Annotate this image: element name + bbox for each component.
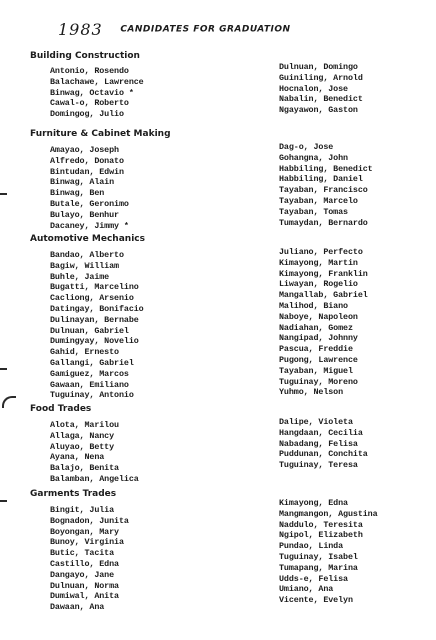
list-item: Boyongan, Mary bbox=[50, 526, 119, 537]
list-item: Ngayawon, Gaston bbox=[279, 105, 358, 116]
list-item: Alota, Marilou bbox=[50, 420, 119, 430]
automotive-right-list bbox=[279, 247, 368, 398]
section-heading-furniture-cabinet-making: Furniture & Cabinet Making bbox=[30, 129, 171, 139]
list-item: Butale, Geronimo bbox=[50, 198, 129, 209]
list-item: Naddulo, Teresita bbox=[279, 519, 363, 530]
list-item: Datingay, Bonifacio bbox=[50, 303, 144, 314]
list-item: Gohangna, John bbox=[279, 152, 348, 163]
garments-right-list bbox=[279, 498, 378, 606]
list-item: Tumaydan, Bernardo bbox=[279, 217, 368, 228]
section-heading-automotive-mechanics: Automotive Mechanics bbox=[30, 234, 145, 244]
list-item: Naboye, Napoleon bbox=[279, 311, 358, 322]
list-item: Yuhmo, Nelson bbox=[279, 387, 344, 398]
list-item: Dacaney, Jimmy * bbox=[50, 220, 129, 231]
list-item: Malihod, Biano bbox=[279, 300, 348, 311]
list-item: Dulnuan, Domingo bbox=[279, 62, 358, 72]
year-handwritten: 1983 bbox=[58, 20, 103, 39]
list-item: Dumingyay, Novelio bbox=[50, 336, 139, 347]
list-item: Juliano, Perfecto bbox=[279, 247, 363, 257]
list-item: Tumapang, Marina bbox=[279, 562, 358, 573]
list-item: Bandao, Alberto bbox=[50, 250, 124, 260]
list-item: Bingit, Julia bbox=[50, 505, 115, 515]
scan-mark bbox=[0, 368, 7, 370]
list-item: Tuguinay, Antonio bbox=[50, 390, 134, 401]
list-item: Dag-o, Jose bbox=[279, 142, 334, 152]
automotive-left-list bbox=[50, 250, 144, 401]
list-item: Cacliong, Arsenio bbox=[50, 293, 134, 304]
scan-mark bbox=[2, 396, 16, 408]
food-trades-left-list bbox=[50, 420, 139, 485]
list-item: Buhle, Jaime bbox=[50, 271, 110, 282]
list-item: Ayana, Nena bbox=[50, 452, 105, 463]
list-item: Dalipe, Violeta bbox=[279, 417, 353, 427]
list-item: Nabalin, Benedict bbox=[279, 94, 363, 105]
list-item: Mangallab, Gabriel bbox=[279, 290, 368, 301]
list-item: Mangmangon, Agustina bbox=[279, 508, 378, 519]
list-item: Tuguinay, Moreno bbox=[279, 376, 358, 387]
list-item: Balamban, Angelica bbox=[50, 473, 139, 484]
list-item: Udds-e, Felisa bbox=[279, 573, 348, 584]
section-heading-food-trades: Food Trades bbox=[30, 404, 92, 414]
list-item: Cawal-o, Roberto bbox=[50, 98, 129, 109]
list-item: Puddunan, Conchita bbox=[279, 449, 368, 460]
list-item: Castillo, Edna bbox=[50, 558, 119, 569]
list-item: Kimayong, Edna bbox=[279, 498, 348, 508]
list-item: Domingog, Julio bbox=[50, 109, 124, 120]
list-item: Dangayo, Jane bbox=[50, 569, 115, 580]
list-item: Nangipad, Johnny bbox=[279, 333, 358, 344]
furniture-left-list bbox=[50, 145, 129, 231]
list-item: Tayaban, Tomas bbox=[279, 206, 348, 217]
list-item: Bagiw, William bbox=[50, 260, 119, 271]
list-item: Umiano, Ana bbox=[279, 584, 334, 595]
list-item: Gawaan, Emiliano bbox=[50, 379, 129, 390]
list-item: Tuguinay, Isabel bbox=[279, 551, 358, 562]
section-heading-garments-trades: Garments Trades bbox=[30, 489, 117, 499]
food-trades-right-list bbox=[279, 417, 368, 471]
list-item: Binwag, Octavio * bbox=[50, 87, 134, 98]
list-item: Vicente, Evelyn bbox=[279, 595, 353, 606]
list-item: Gahid, Ernesto bbox=[50, 347, 119, 358]
list-item: Pundao, Linda bbox=[279, 541, 344, 552]
list-item: Tayaban, Francisco bbox=[279, 185, 368, 196]
list-item: Dulnuan, Norma bbox=[50, 580, 119, 591]
list-item: Butic, Tacita bbox=[50, 548, 115, 559]
scan-mark bbox=[0, 500, 7, 502]
list-item: Balachawe, Lawrence bbox=[50, 76, 144, 87]
list-item: Guiniling, Arnold bbox=[279, 72, 363, 83]
list-item: Kimayong, Martin bbox=[279, 257, 358, 268]
building-construction-right-list bbox=[279, 62, 363, 116]
list-item: Bugatti, Marcelino bbox=[50, 282, 139, 293]
list-item: Binwag, Alain bbox=[50, 177, 115, 188]
list-item: Antonio, Rosendo bbox=[50, 66, 129, 76]
list-item: Nabadang, Felisa bbox=[279, 438, 358, 449]
list-item: Liwayan, Rogelio bbox=[279, 279, 358, 290]
list-item: Aluyao, Betty bbox=[50, 441, 115, 452]
list-item: Amayao, Joseph bbox=[50, 145, 119, 155]
page-title: CANDIDATES FOR GRADUATION bbox=[120, 24, 291, 35]
building-construction-left-list bbox=[50, 66, 144, 120]
list-item: Dawaan, Ana bbox=[50, 602, 105, 613]
list-item: Tuguinay, Teresa bbox=[279, 460, 358, 471]
list-item: Gallangi, Gabriel bbox=[50, 357, 134, 368]
list-item: Pugong, Lawrence bbox=[279, 354, 358, 365]
list-item: Bunoy, Virginia bbox=[50, 537, 124, 548]
list-item: Gamiguez, Marcos bbox=[50, 368, 129, 379]
list-item: Hangdaan, Cecilia bbox=[279, 427, 363, 438]
list-item: Allaga, Nancy bbox=[50, 430, 115, 441]
list-item: Nadiahan, Gomez bbox=[279, 322, 353, 333]
list-item: Alfredo, Donato bbox=[50, 155, 124, 166]
list-item: Bintudan, Edwin bbox=[50, 166, 124, 177]
list-item: Habbiling, Daniel bbox=[279, 174, 363, 185]
list-item: Hocnalon, Jose bbox=[279, 83, 348, 94]
list-item: Tayaban, Marcelo bbox=[279, 195, 358, 206]
list-item: Balajo, Benita bbox=[50, 463, 119, 474]
list-item: Ngipol, Elizabeth bbox=[279, 530, 363, 541]
furniture-right-list bbox=[279, 142, 373, 228]
section-heading-building-construction: Building Construction bbox=[30, 51, 140, 61]
document-header bbox=[58, 20, 291, 39]
list-item: Dumiwal, Anita bbox=[50, 591, 119, 602]
list-item: Kimayong, Franklin bbox=[279, 268, 368, 279]
list-item: Pascua, Freddie bbox=[279, 344, 353, 355]
list-item: Binwag, Ben bbox=[50, 188, 105, 199]
list-item: Bulayo, Benhur bbox=[50, 209, 119, 220]
list-item: Tayaban, Miguel bbox=[279, 365, 353, 376]
list-item: Dulinayan, Bernabe bbox=[50, 314, 139, 325]
list-item: Dulnuan, Gabriel bbox=[50, 325, 129, 336]
list-item: Habbiling, Benedict bbox=[279, 163, 373, 174]
scan-mark bbox=[0, 193, 7, 195]
garments-left-list bbox=[50, 505, 129, 613]
list-item: Bognadon, Junita bbox=[50, 515, 129, 526]
